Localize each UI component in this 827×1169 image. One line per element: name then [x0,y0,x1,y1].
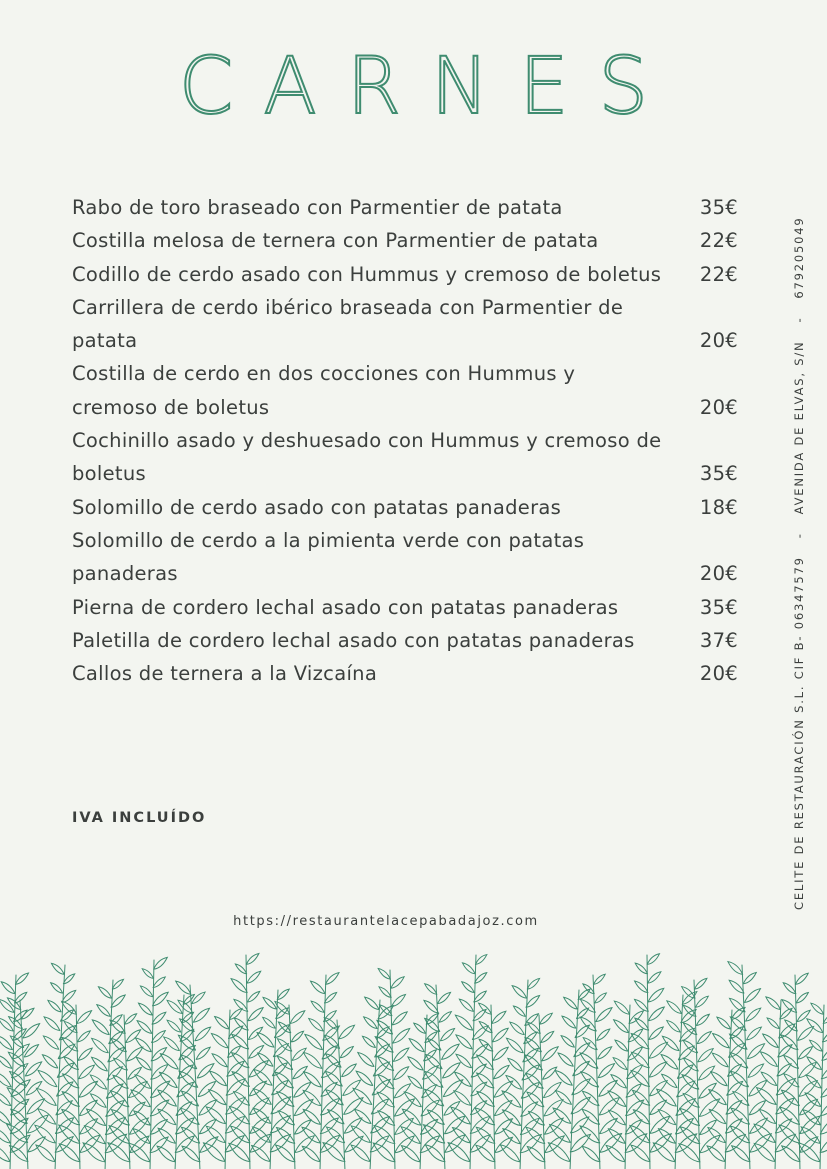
dish-price: 22€ [699,229,738,253]
dish-price: 35€ [699,595,738,619]
dish-name: Paletilla de cordero lechal asado con patatas panaderas [72,628,635,652]
menu-item [72,524,738,591]
dish-price: 37€ [699,628,738,652]
website-link[interactable]: https://restaurantelacepabadajoz.com [233,914,539,929]
menu-item [72,224,738,257]
separator: - [792,532,806,539]
dish-price: 35€ [699,196,738,219]
separator: - [792,316,806,323]
dish-name: Callos de ternera a la Vizcaína [72,662,378,686]
dish-price: 20€ [699,562,738,586]
page-title: CARNES [178,42,679,132]
title-block [0,42,827,132]
dish-name: Solomillo de cerdo asado con patatas panaderas [72,495,562,519]
dish-name: Pierna de cordero lechal asado con patatas panaderas [72,595,619,619]
dish-name: Cochinillo asado y deshuesado con Hummus y cremoso de boletus [72,429,662,486]
menu-item [72,291,738,358]
dish-name: Codillo de cerdo asado con Hummus y cremoso de boletus [72,262,662,286]
tax-note: IVA INCLUÍDO [72,810,207,826]
menu-item [72,657,738,690]
menu-item [72,357,738,424]
dish-name: Carrillera de cerdo ibérico braseada con Parmentier de patata [72,295,624,353]
rosemary-herbs-illustration [0,945,827,1169]
dish-name: Solomillo de cerdo a la pimienta verde con patatas panaderas [72,528,585,586]
menu-item [72,591,738,624]
company-name: CELITE DE RESTAURACIÓN S.L. CIF B- 06347579 [792,556,806,910]
side-company-info [792,217,806,910]
dish-price: 20€ [699,662,738,686]
dish-price: 22€ [699,262,738,286]
menu-list [72,191,738,690]
menu-item [72,258,738,291]
dish-name: Rabo de toro braseado con Parmentier de patata [72,196,563,219]
menu-item [72,424,738,491]
menu-item [72,624,738,657]
menu-item [72,191,738,224]
company-address: AVENIDA DE ELVAS, S/N [792,340,806,515]
dish-price: 20€ [699,329,738,353]
dish-price: 20€ [699,395,738,419]
company-phone: 679205049 [792,216,806,299]
dish-price: 35€ [699,462,738,486]
menu-item [72,491,738,524]
dish-price: 18€ [699,495,738,519]
dish-name: Costilla melosa de ternera con Parmentier de patata [72,229,599,253]
dish-name: Costilla de cerdo en dos cocciones con Hummus y cremoso de boletus [72,362,576,419]
